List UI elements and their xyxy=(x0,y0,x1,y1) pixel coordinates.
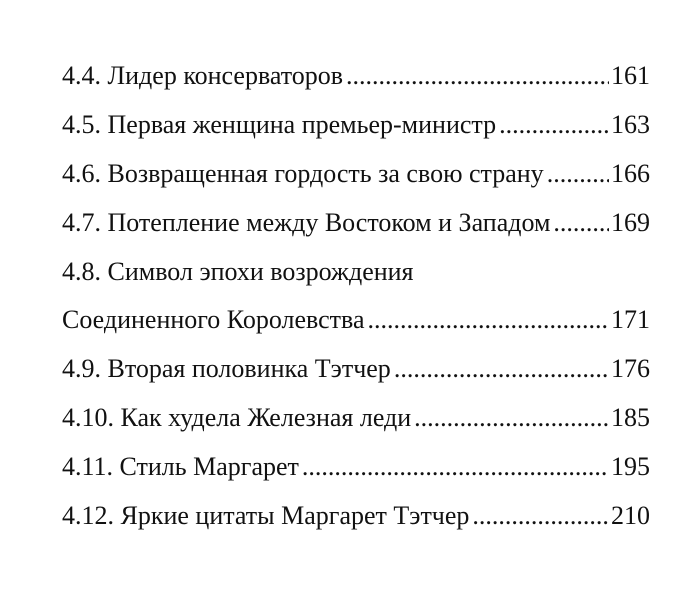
dot-leader xyxy=(472,501,609,531)
toc-page-number: 171 xyxy=(611,305,650,335)
toc-entry-4-8-second-line xyxy=(62,296,650,345)
dot-leader xyxy=(414,403,609,433)
toc-entry-4-8-first-line xyxy=(62,247,650,296)
toc-page-number: 185 xyxy=(611,402,650,432)
toc-entry-title: 4.8. Символ эпохи возрождения xyxy=(62,256,414,286)
toc-entry-title: 4.12. Яркие цитаты Маргарет Тэтчер xyxy=(62,500,470,530)
dot-leader xyxy=(553,208,609,238)
toc-entry-title: 4.10. Как худела Железная леди xyxy=(62,402,412,432)
toc-page-number: 163 xyxy=(611,110,650,140)
dot-leader xyxy=(394,354,609,384)
toc-entry-title: 4.5. Первая женщина премьер-министр xyxy=(62,110,497,140)
toc-page-number: 176 xyxy=(611,354,650,384)
toc-entry-title: 4.6. Возвращенная гордость за свою страну xyxy=(62,158,544,188)
toc-entry-4-7 xyxy=(62,198,650,247)
toc-page-number: 195 xyxy=(611,451,650,481)
toc-entry-title: 4.11. Стиль Маргарет xyxy=(62,451,299,481)
toc-entry-4-5 xyxy=(62,101,650,150)
toc-entry-title: 4.9. Вторая половинка Тэтчер xyxy=(62,354,391,384)
toc-entry-4-11 xyxy=(62,442,650,491)
toc-entry-4-12 xyxy=(62,491,650,540)
toc-entry-title: 4.7. Потепление между Востоком и Западом xyxy=(62,207,551,237)
toc-page-number: 161 xyxy=(611,61,650,91)
toc-entry-title: Соединенного Королевства xyxy=(62,305,365,335)
toc-page-number: 210 xyxy=(611,500,650,530)
toc-entry-4-4 xyxy=(62,52,650,101)
toc-entry-4-10 xyxy=(62,394,650,443)
toc-entry-4-6 xyxy=(62,150,650,199)
toc-entry-4-9 xyxy=(62,345,650,394)
dot-leader xyxy=(346,61,609,91)
toc-entry-title: 4.4. Лидер консерваторов xyxy=(62,61,344,91)
dot-leader xyxy=(499,110,609,140)
dot-leader xyxy=(302,452,609,482)
table-of-contents xyxy=(62,52,650,540)
dot-leader xyxy=(368,305,609,335)
dot-leader xyxy=(547,159,609,189)
toc-page-number: 169 xyxy=(611,207,650,237)
toc-page-number: 166 xyxy=(611,158,650,188)
